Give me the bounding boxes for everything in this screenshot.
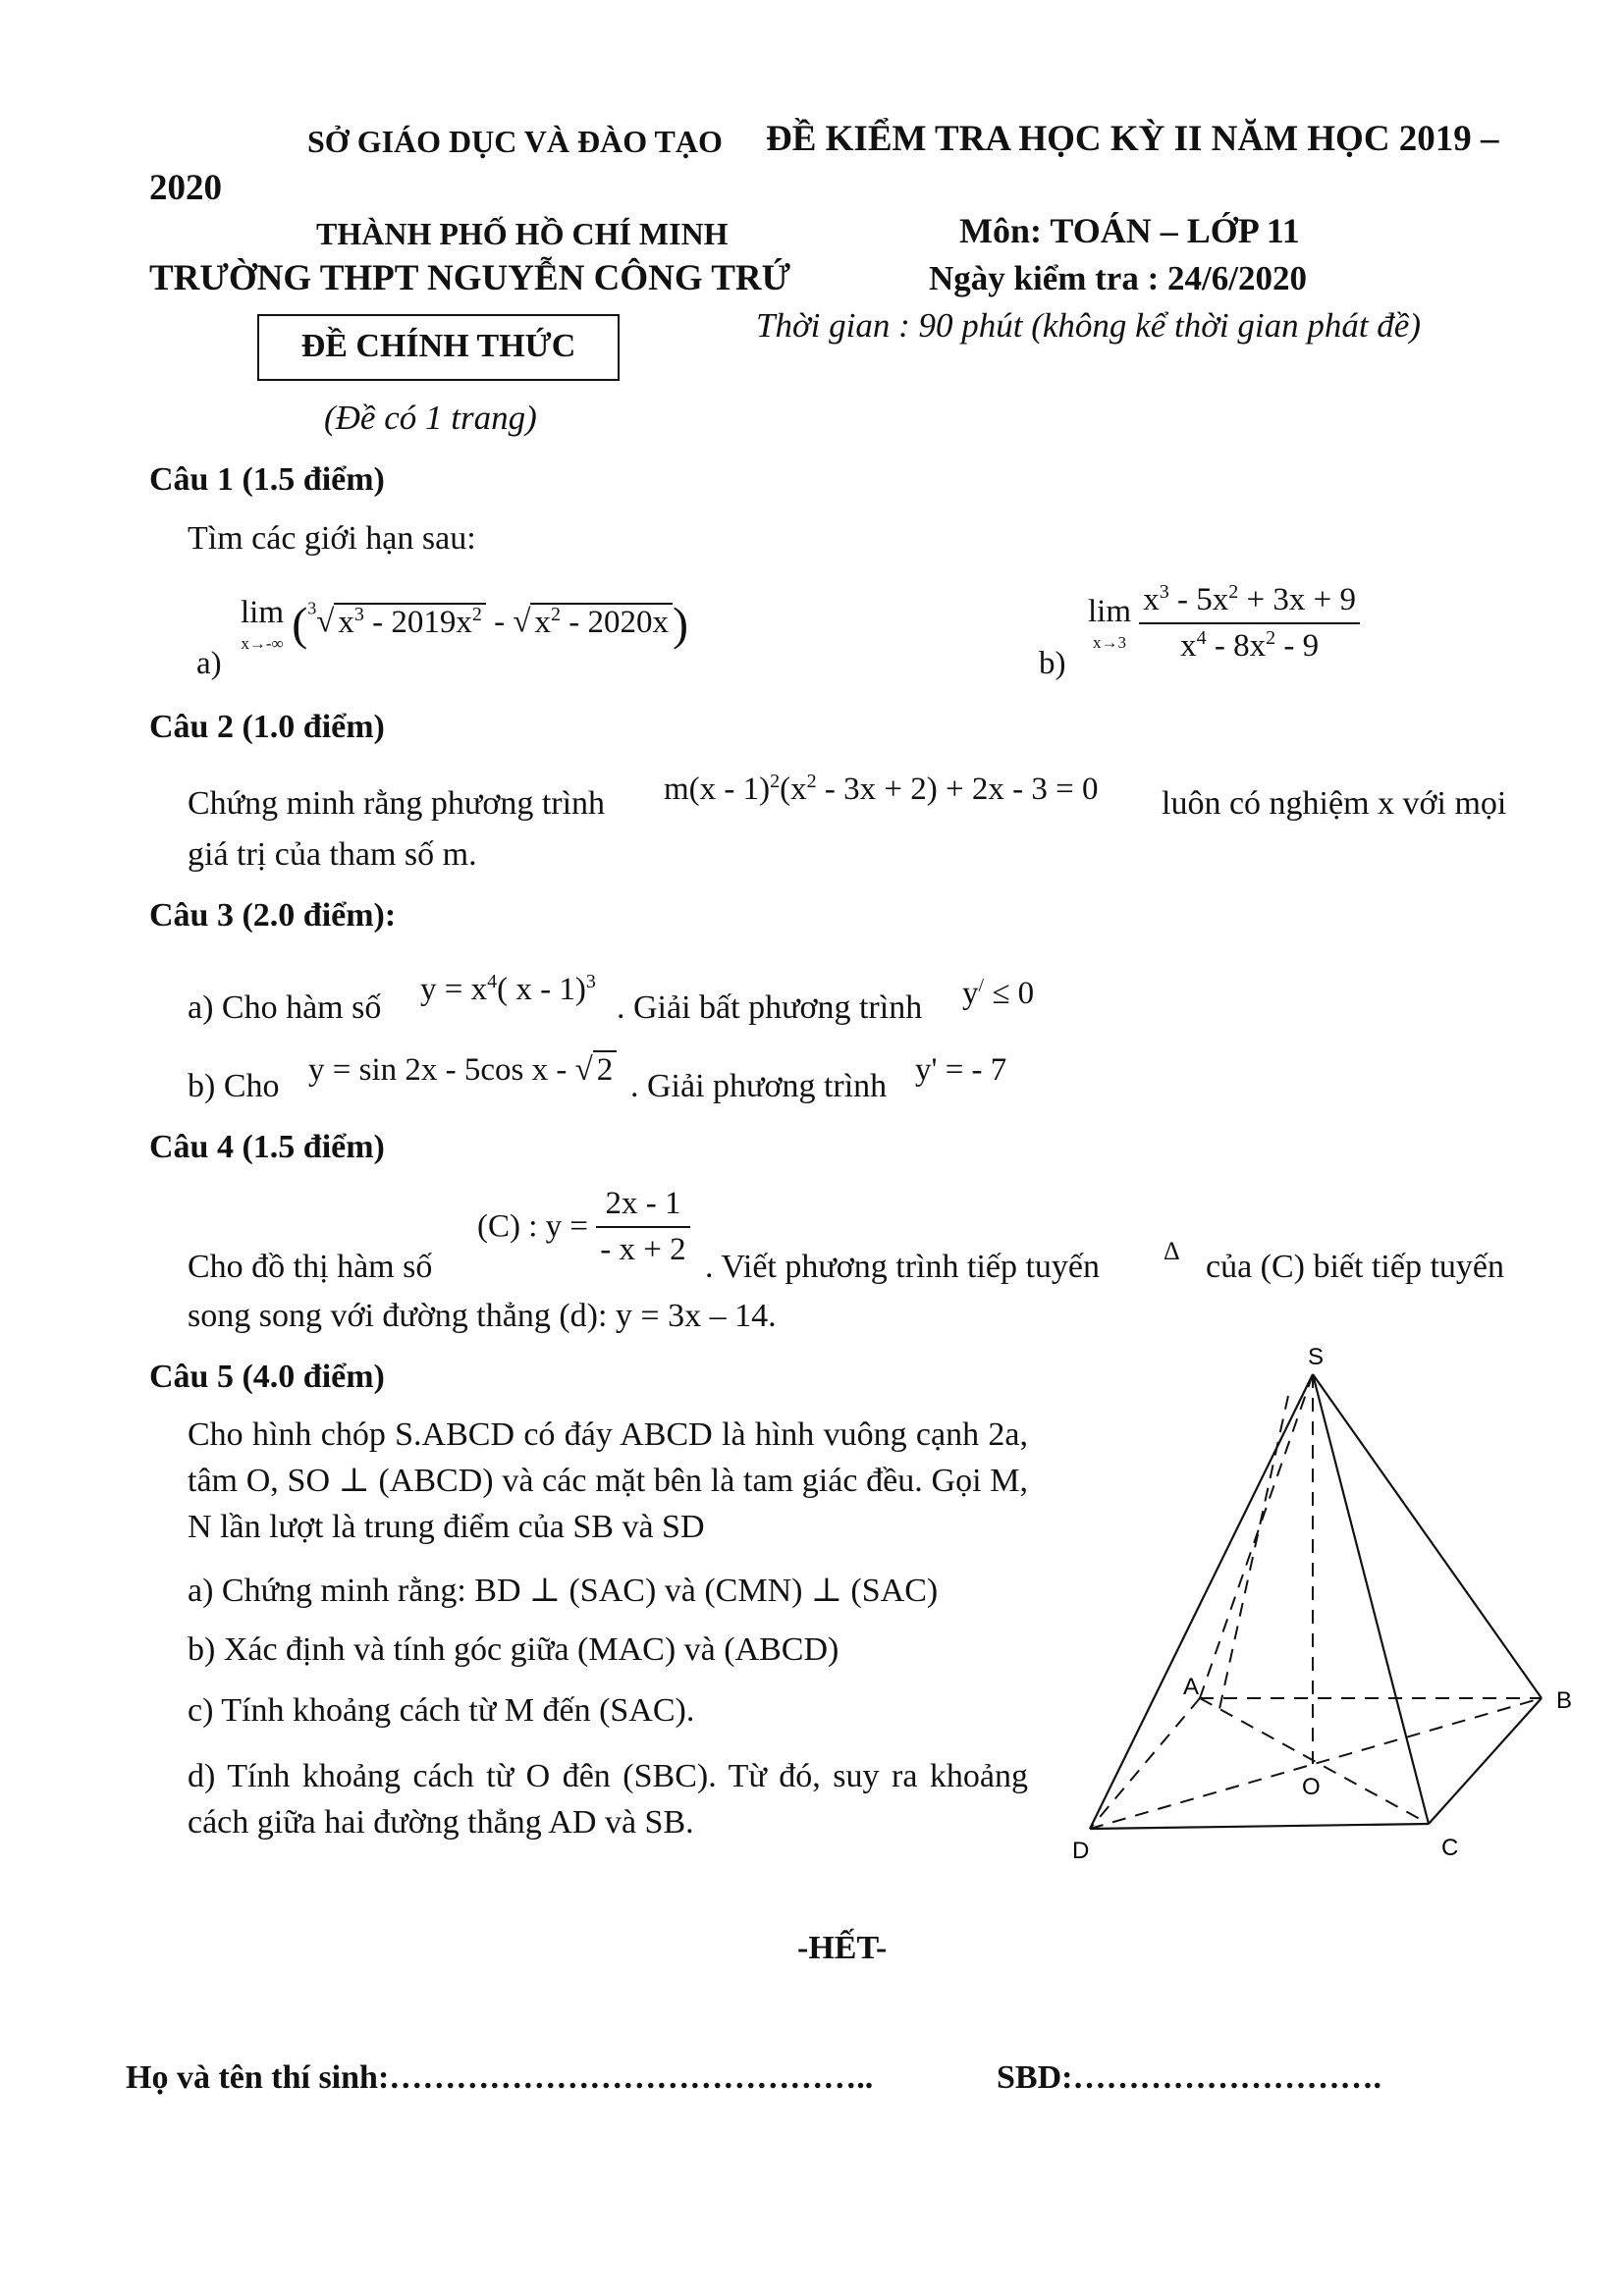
aux-line bbox=[1218, 1396, 1288, 1718]
pyramid-figure bbox=[1060, 1335, 1591, 1885]
label-D: D bbox=[1072, 1838, 1090, 1864]
q5d: d) Tính khoảng cách từ O đên (SBC). Từ đó, suy ra khoảng cách giữa hai đường thẳng AD và SB. bbox=[188, 1758, 1028, 1841]
q5-title: Câu 5 (4.0 điểm) bbox=[149, 1359, 385, 1395]
q5-intro: Cho hình chóp S.ABCD có đáy ABCD là hình vuông cạnh 2a, tâm O, SO ⊥ (ABCD) và các mặt bên là tam giác đều. Gọi M, N lần lượt là trung điểm của SB và SD bbox=[188, 1416, 1028, 1545]
q4-function: (C) : y = $\frac{2x - 1}{- x + 2}$ bbox=[477, 1186, 690, 1268]
q5c: c) Tính khoảng cách từ M đến (SAC). bbox=[188, 1692, 695, 1729]
q2-text-line2: giá trị của tham số m. bbox=[188, 836, 477, 873]
edge-SD bbox=[1090, 1374, 1313, 1829]
q4-delta: Δ bbox=[1164, 1237, 1180, 1265]
label-S: S bbox=[1308, 1344, 1325, 1370]
exam-duration: Thời gian : 90 phút (không kể thời gian phát đề) bbox=[756, 306, 1421, 345]
q1b-lim-sub: x→3 bbox=[1093, 633, 1126, 652]
q1a-expression: lim x→-∞ ($^3$√ $x^3 - 2019x^2$ - √ $x^2 - 2020x$) bbox=[241, 595, 688, 653]
q2-title: Câu 2 (1.0 điểm) bbox=[149, 709, 385, 745]
exam-date: Ngày kiểm tra : 24/6/2020 bbox=[929, 259, 1307, 297]
q4-text-line2: song song với đường thẳng (d): y = 3x – 14. bbox=[188, 1298, 777, 1334]
diagonal-AC bbox=[1200, 1698, 1429, 1824]
q1a-lim-sub: x→-∞ bbox=[241, 634, 284, 653]
q2-equation: $m(x - 1)^2(x^2 - 3x + 2) + 2x - 3 = 0$ bbox=[664, 771, 1099, 807]
q5b: b) Xác định và tính góc giữa (MAC) và (ABCD) bbox=[188, 1631, 839, 1668]
official-label: ĐỀ CHÍNH THỨC bbox=[300, 328, 576, 364]
page-note: (Đề có 1 trang) bbox=[324, 399, 537, 437]
label-B: B bbox=[1556, 1687, 1573, 1714]
q2-text-before: Chứng minh rằng phương trình bbox=[188, 785, 606, 822]
edge-CB bbox=[1429, 1698, 1542, 1824]
q4-text-3: của (C) biết tiếp tuyến bbox=[1206, 1249, 1505, 1285]
q3-title: Câu 3 (2.0 điểm): bbox=[149, 897, 397, 934]
exam-title-year: 2020 bbox=[149, 168, 222, 208]
q3a-function: $y = x^4$( x - 1)$^3$ bbox=[420, 971, 596, 1007]
label-A: A bbox=[1183, 1674, 1200, 1700]
official-box bbox=[257, 314, 620, 381]
edge-DC bbox=[1090, 1824, 1429, 1829]
end-marker: -HẾT- bbox=[797, 1930, 888, 1966]
exam-title: ĐỀ KIỂM TRA HỌC KỲ II NĂM HỌC 2019 – bbox=[766, 119, 1499, 159]
q1b-lim: lim bbox=[1088, 594, 1132, 629]
q3a-text-2: . Giải bất phương trình bbox=[617, 989, 923, 1026]
subject-grade: Môn: TOÁN – LỚP 11 bbox=[959, 211, 1300, 250]
q3a-inequality: y/ ≤ 0 bbox=[962, 975, 1035, 1011]
diagonal-BD bbox=[1090, 1698, 1542, 1829]
q5a: a) Chứng minh rằng: BD ⊥ (SAC) và (CMN) ⊥ (SAC) bbox=[188, 1573, 939, 1609]
q3b-text-1: b) Cho bbox=[188, 1068, 280, 1104]
q3b-equation: y' = - 7 bbox=[915, 1052, 1007, 1088]
q3a-text-1: a) Cho hàm số bbox=[188, 989, 382, 1026]
q1b-expression: lim x→3 $\frac{x^3 - 5x^2 + 3x + 9}{x^4 - 8x^2 - 9}$ bbox=[1088, 582, 1360, 665]
q4-title: Câu 4 (1.5 điểm) bbox=[149, 1129, 385, 1165]
q1-prompt: Tìm các giới hạn sau: bbox=[188, 520, 476, 557]
school-name: TRƯỜNG THPT NGUYỄN CÔNG TRỨ bbox=[149, 258, 791, 298]
edge-SB bbox=[1313, 1374, 1542, 1698]
q4-text-2: . Viết phương trình tiếp tuyến bbox=[705, 1249, 1101, 1285]
q1-title: Câu 1 (1.5 điểm) bbox=[149, 461, 385, 498]
label-C: C bbox=[1441, 1835, 1459, 1861]
candidate-name-field: Họ và tên thí sinh:…………………………………….. bbox=[126, 2059, 874, 2096]
q3b-function: y = sin 2x - 5cos x - √ 2 bbox=[308, 1052, 617, 1089]
department-line-1: SỞ GIÁO DỤC VÀ ĐÀO TẠO bbox=[307, 124, 723, 159]
label-O: O bbox=[1302, 1774, 1321, 1800]
q1a-label: a) bbox=[196, 646, 222, 681]
department-line-2: THÀNH PHỐ HỒ CHÍ MINH bbox=[316, 216, 729, 251]
q3b-text-2: . Giải phương trình bbox=[630, 1068, 888, 1104]
q1b-label: b) bbox=[1039, 646, 1066, 681]
q2-text-after: luôn có nghiệm x với mọi bbox=[1162, 785, 1507, 822]
edge-SC bbox=[1313, 1374, 1429, 1824]
q4-text-1: Cho đồ thị hàm số bbox=[188, 1249, 433, 1285]
q1a-lim: lim bbox=[241, 595, 285, 630]
edge-SA bbox=[1200, 1374, 1313, 1698]
candidate-number-field: SBD:………………………. bbox=[997, 2059, 1381, 2096]
